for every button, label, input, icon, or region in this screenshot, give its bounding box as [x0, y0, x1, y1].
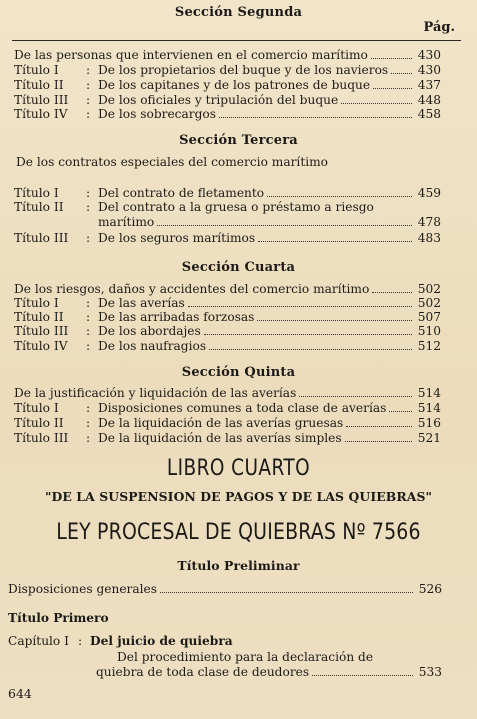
leader-dots	[346, 416, 412, 427]
section-3-title: Sección Tercera	[179, 133, 298, 148]
colon: :	[86, 200, 91, 214]
section-2-title: Sección Segunda	[174, 5, 303, 20]
entry-label: De los seguros marítimos	[98, 231, 256, 245]
leader-dots	[312, 665, 413, 676]
entry-page: 448	[417, 93, 441, 107]
section-4-title: Sección Cuarta	[181, 260, 296, 275]
entry-label: De las arribadas forzosas	[98, 310, 255, 324]
colon: :	[86, 107, 91, 121]
entry-page: 483	[417, 231, 441, 245]
leader-dots	[299, 386, 412, 397]
toc-entry	[14, 231, 441, 246]
titulo-preliminar-heading: Título Preliminar	[177, 558, 300, 573]
toc-entry	[14, 296, 441, 311]
libro-subtitle: "DE LA SUSPENSION DE PAGOS Y DE LAS QUIEBRAS"	[44, 489, 433, 504]
colon: :	[86, 339, 91, 353]
toc-entry	[14, 107, 441, 122]
entry-title-number: Título I	[14, 63, 59, 77]
entry-title-number: Título II	[14, 78, 64, 92]
entry-title-number: Título III	[14, 231, 69, 245]
entry-page: 512	[417, 339, 441, 353]
entry-label: De los oficiales y tripulación del buque	[98, 93, 339, 107]
toc-entry	[14, 416, 441, 431]
colon: :	[86, 63, 91, 77]
ley-heading: LEY PROCESAL DE QUIEBRAS Nº 7566	[56, 520, 421, 545]
toc-entry	[8, 634, 442, 649]
toc-entry	[14, 93, 441, 108]
leader-dots	[160, 582, 413, 593]
page-number: 644	[8, 686, 32, 701]
entry-title-number: Título I	[14, 296, 59, 310]
entry-page: 459	[417, 186, 441, 200]
leader-dots	[204, 324, 412, 335]
leader-dots	[372, 282, 412, 293]
entry-label: Disposiciones generales	[8, 582, 157, 596]
entry-page: 458	[417, 107, 441, 121]
entry-page: 514	[417, 401, 441, 415]
entry-label: De la justificación y liquidación de las averías	[14, 386, 297, 400]
entry-title-number: Título II	[14, 200, 64, 214]
entry-page: 502	[417, 282, 441, 296]
entry-title-number: Título IV	[14, 107, 68, 121]
leader-dots	[209, 339, 412, 350]
colon: :	[86, 401, 91, 415]
entry-title-number: Título III	[14, 324, 69, 338]
colon: :	[86, 416, 91, 430]
leader-dots	[341, 93, 412, 104]
toc-entry	[14, 386, 441, 401]
entry-page: 430	[417, 48, 441, 62]
leader-dots	[258, 231, 412, 242]
toc-entry	[14, 339, 441, 354]
entry-label: De los propietarios del buque y de los navieros	[98, 63, 389, 77]
entry-page: 507	[417, 310, 441, 324]
section-3-intro: De los contratos especiales del comercio marítimo	[16, 155, 329, 169]
header-rule	[12, 40, 461, 41]
entry-title-number: Título II	[14, 416, 64, 430]
entry-label: De las averías	[98, 296, 185, 310]
chapter-description: Del procedimiento para la declaración de	[117, 650, 374, 664]
entry-label: De los naufragios	[98, 339, 207, 353]
entry-page: 533	[418, 665, 442, 679]
entry-label: Disposiciones comunes a toda clase de averías	[98, 401, 387, 415]
entry-label: Del juicio de quiebra	[90, 634, 233, 648]
entry-label: De los sobrecargos	[98, 107, 216, 121]
entry-label: De la liquidación de las averías gruesas	[98, 416, 344, 430]
leader-dots	[219, 107, 412, 118]
colon: :	[86, 296, 91, 310]
colon: :	[86, 324, 91, 338]
entry-title-number: Título III	[14, 93, 69, 107]
entry-page: 526	[418, 582, 442, 596]
colon: :	[78, 634, 83, 648]
entry-label-continued: marítimo	[98, 215, 155, 229]
leader-dots	[188, 296, 412, 307]
toc-entry	[14, 48, 441, 63]
leader-dots	[257, 310, 412, 321]
toc-entry	[14, 282, 441, 297]
leader-dots	[267, 186, 412, 197]
entry-label: De los riesgos, daños y accidentes del comercio marítimo	[14, 282, 370, 296]
colon: :	[86, 78, 91, 92]
toc-entry	[14, 200, 441, 215]
toc-entry-continuation	[96, 665, 442, 680]
toc-entry	[14, 186, 441, 201]
entry-title-number: Título III	[14, 431, 69, 445]
entry-label-continued: quiebra de toda clase de deudores	[96, 665, 310, 679]
colon: :	[86, 186, 91, 200]
toc-entry	[14, 310, 441, 325]
entry-label: Del contrato de fletamento	[98, 186, 265, 200]
toc-entry	[14, 401, 441, 416]
entry-title-number: Título II	[14, 310, 64, 324]
entry-page: 502	[417, 296, 441, 310]
leader-dots	[391, 63, 412, 74]
entry-title-number: Título I	[14, 186, 59, 200]
toc-entry	[14, 63, 441, 78]
toc-entry	[8, 582, 442, 597]
entry-page: 516	[417, 416, 441, 430]
colon: :	[86, 231, 91, 245]
leader-dots	[371, 48, 412, 59]
toc-entry	[14, 324, 441, 339]
entry-label: De los capitanes y de los patrones de buque	[98, 78, 371, 92]
entry-label: De los abordajes	[98, 324, 201, 338]
entry-title-number: Título I	[14, 401, 59, 415]
toc-entry	[14, 78, 441, 93]
page-column-label: Pág.	[423, 20, 455, 35]
entry-label: De la liquidación de las averías simples	[98, 431, 342, 445]
entry-page: 437	[417, 78, 441, 92]
entry-page: 430	[417, 63, 441, 77]
entry-page: 478	[417, 215, 441, 229]
colon: :	[86, 93, 91, 107]
toc-entry-continuation	[14, 215, 441, 230]
section-5-title: Sección Quinta	[181, 365, 296, 380]
leader-dots	[389, 401, 412, 412]
colon: :	[86, 310, 91, 324]
entry-title-number: Título IV	[14, 339, 68, 353]
entry-label: Del contrato a la gruesa o préstamo a riesgo	[98, 200, 374, 214]
entry-page: 521	[417, 431, 441, 445]
entry-chapter-number: Capítulo I	[8, 634, 69, 648]
toc-entry	[14, 431, 441, 446]
entry-page: 514	[417, 386, 441, 400]
titulo-primero-heading: Título Primero	[8, 611, 109, 625]
leader-dots	[373, 78, 412, 89]
entry-label: De las personas que intervienen en el comercio marítimo	[14, 48, 368, 62]
entry-page: 510	[417, 324, 441, 338]
leader-dots	[345, 431, 412, 442]
colon: :	[86, 431, 91, 445]
libro-heading: LIBRO CUARTO	[166, 456, 311, 481]
leader-dots	[157, 215, 412, 226]
